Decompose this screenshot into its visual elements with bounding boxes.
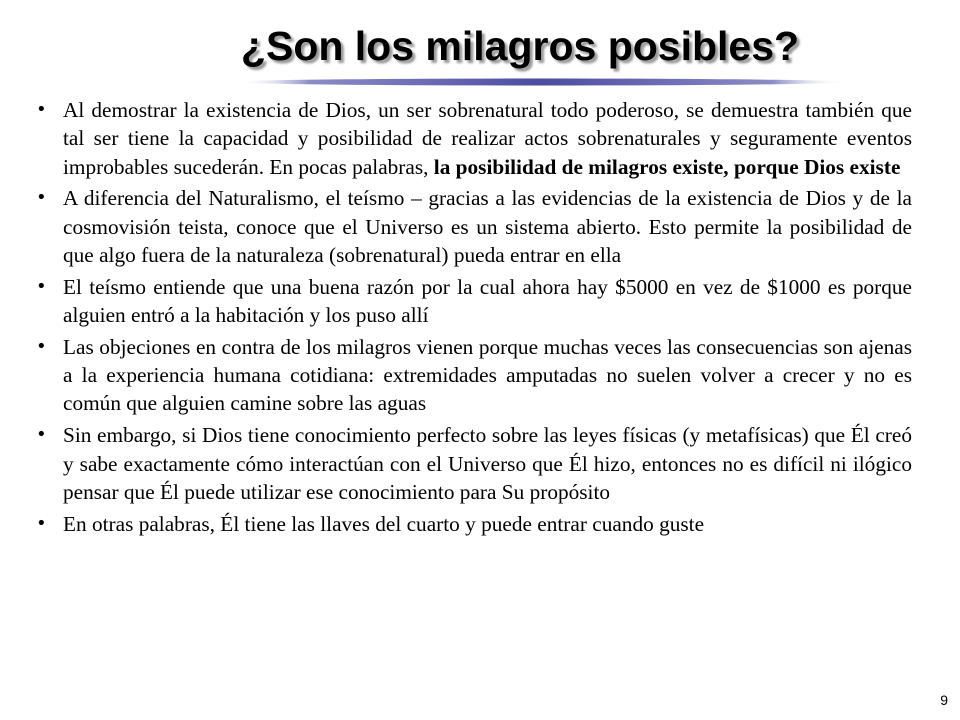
bullet-item	[36, 510, 912, 538]
bullet-marker: •	[36, 424, 47, 446]
bullet-bold-text: la posibilidad de milagros existe, porque Dios existe	[433, 154, 901, 179]
bullet-item	[36, 333, 912, 418]
bullet-marker: •	[36, 187, 47, 209]
slide-title: ¿Son los milagros posibles?	[240, 23, 800, 69]
page-number: 9	[940, 692, 948, 708]
bullet-item	[36, 273, 912, 330]
bullet-list	[36, 96, 912, 541]
bullet-text: El teísmo entiende que una buena razón por la cual ahora hay $5000 en vez de $1000 es porque alguien entró a la habitación y los puso allí	[63, 274, 912, 328]
bullet-text: Las objeciones en contra de los milagros vienen porque muchas veces las consecuencias son ajenas a la experiencia humana cotidiana: extremidades amputadas no suelen volver a crecer y no es común que alguien camine sobre las aguas	[63, 334, 912, 416]
bullet-item	[36, 96, 912, 181]
bullet-text: Al demostrar la existencia de Dios, un ser sobrenatural todo poderoso, se demuestra también que tal ser tiene la capacidad y posibilidad de realizar actos sobrenaturales y seguramente eventos improbables sucederán. En pocas palabras,	[63, 98, 912, 179]
bullet-marker: •	[36, 99, 47, 120]
bullet-marker: •	[36, 275, 47, 297]
bullet-marker: •	[36, 335, 47, 357]
bullet-text: En otras palabras, Él tiene las llaves del cuarto y puede entrar cuando guste	[63, 511, 705, 536]
bullet-item	[36, 184, 912, 269]
bullet-marker: •	[36, 512, 47, 534]
bullet-text: Sin embargo, si Dios tiene conocimiento perfecto sobre las leyes físicas (y metafísicas) que Él creó y sabe exactamente cómo interactúan con el Universo que Él hizo, entonces no es difícil ni ilógico pensar que Él puede utilizar ese conocimiento para Su propósito	[63, 423, 912, 504]
title-underline-decoration	[236, 78, 846, 86]
bullet-item	[36, 421, 912, 506]
bullet-text: A diferencia del Naturalismo, el teísmo – gracias a las evidencias de la existencia de Dios y de la cosmovisión teista, conoce que el Universo es un sistema abierto. Esto permite la posibilidad de que algo fuera de la naturaleza (sobrenatural) pueda entrar en ella	[63, 186, 912, 267]
